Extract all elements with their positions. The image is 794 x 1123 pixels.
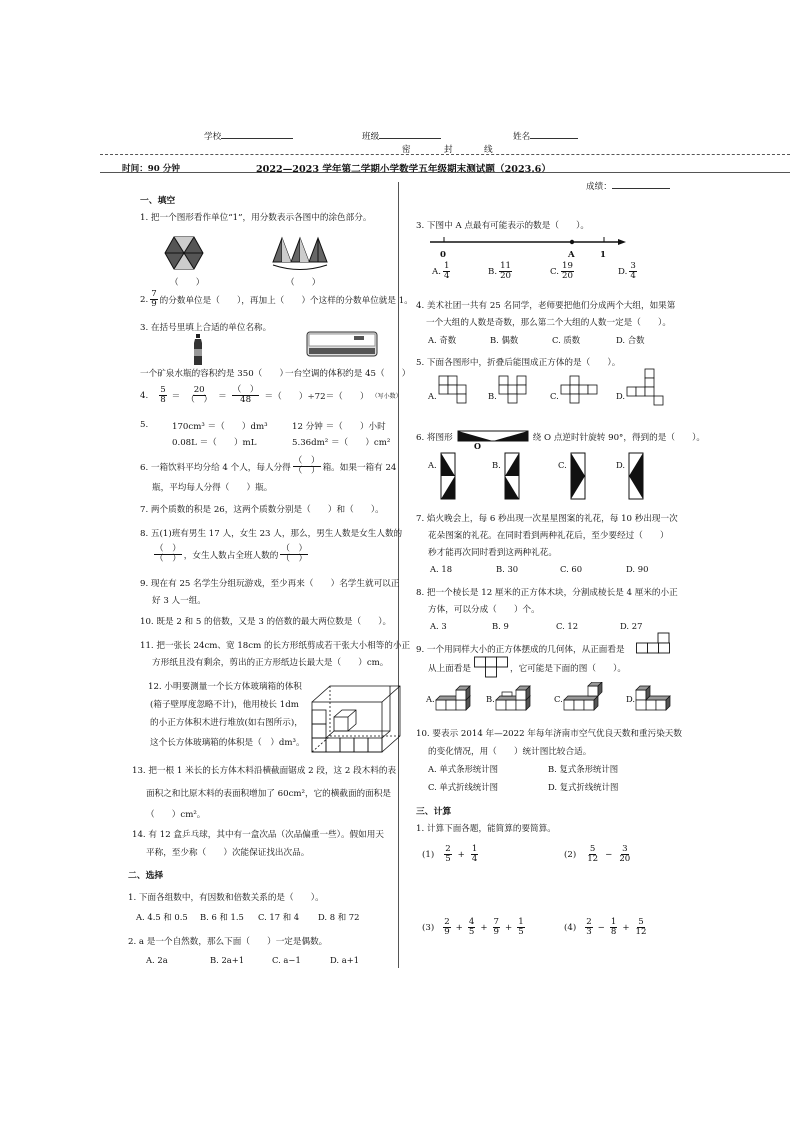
q3-a: 一个矿泉水瓶的容积约是 350（ ） (140, 369, 289, 379)
class-label: 班级 (362, 130, 441, 142)
q12-c: 的小正方体积木进行堆放(如右图所示)， (150, 718, 303, 728)
school-field[interactable] (221, 138, 293, 139)
q4: 4. $\frac{5}{8}$ ＝ $\frac{20}{( )}$ ＝ $\frac{( )}{48}$ ＝（ ）÷72＝（ ） （写小数） (140, 385, 402, 406)
rotation-point-o: O (474, 441, 481, 451)
score-label: 成绩： (586, 180, 670, 192)
q11-b: 方形纸且没有剩余，剪出的正方形纸边长最大是（ ）cm。 (152, 658, 389, 668)
calc-1: (1) $\frac{2}{5}$ + $\frac{1}{4}$ (422, 844, 478, 865)
r10-option-b[interactable]: B. 复式条形统计图 (548, 764, 619, 774)
q2: 2. $\frac{7}{9}$ 的分数单位是（ ），再加上（ ）个这样的分数单位就是 1。 (140, 289, 413, 310)
q5-number: 5. (140, 420, 149, 430)
q7: 7. 两个质数的积是 26，这两个质数分别是（ ）和（ ）。 (140, 505, 384, 515)
calc-4: (4) $\frac{2}{3}$ − $\frac{1}{8}$ + $\frac{5}{12}$ (564, 917, 647, 938)
r9-option-b-solid (494, 682, 536, 712)
hexagon-figure (164, 236, 204, 270)
c2: 2. a 是一个自然数，那么下面（ ）一定是偶数。 (128, 937, 328, 947)
r8-b: 方体，可以分成（ ）个。 (428, 605, 540, 615)
section-fill-in: 一、填空 (140, 196, 176, 206)
seal-line (100, 154, 790, 155)
q9: 9. 现在有 25 名学生分组玩游戏，至少再来（ ）名学生就可以正 (140, 579, 400, 589)
exam-time: 时间：90 分钟 (122, 164, 180, 174)
class-field[interactable] (379, 138, 441, 139)
q13: 13. 把一根 1 米长的长方体木料沿横截面锯成 2 段，这 2 段木料的表 (132, 766, 397, 776)
r3: 3. 下图中 A 点最有可能表示的数是（ ）。 (416, 221, 589, 231)
c1-option-d[interactable]: D. 8 和 72 (318, 912, 360, 922)
calc-3: (3) $\frac{2}{9}$ + $\frac{4}{5}$ + $\frac{7}{9}$ + $\frac{1}{5}$ (422, 917, 524, 938)
r6-label-b[interactable]: B. (492, 460, 501, 470)
c2-option-a[interactable]: A. 2a (146, 955, 168, 965)
r6-option-c-shape (570, 452, 586, 500)
r4-option-c[interactable]: C. 质数 (552, 335, 581, 345)
q14-b: 平称，至少称（ ）次能保证找出次品。 (146, 848, 310, 858)
r4-option-b[interactable]: B. 偶数 (490, 335, 519, 345)
r5-label-c[interactable]: C. (550, 391, 559, 401)
q5-c: 0.08L ＝（ ）mL (172, 438, 257, 448)
r4-option-d[interactable]: D. 合数 (616, 335, 645, 345)
air-conditioner-icon (306, 330, 378, 360)
r9: 9. 一个用同样大小的正方体摆成的几何体，从正面看是 (416, 645, 625, 655)
number-line (428, 234, 628, 260)
water-bottle-icon (192, 334, 204, 366)
r10-option-a[interactable]: A. 单式条形统计图 (428, 764, 498, 774)
r9-option-d-solid (634, 682, 676, 712)
number-line-zero: 0 (440, 250, 446, 260)
section-choice: 二、选择 (128, 871, 164, 881)
r6-option-d-shape (628, 452, 644, 500)
number-line-point-a: A (568, 250, 575, 260)
name-field[interactable] (530, 138, 578, 139)
q5-b: 12 分钟 ＝（ ）小时 (292, 422, 386, 432)
r5: 5. 下面各图形中，折叠后能围成正方体的是（ ）。 (416, 358, 621, 368)
r10-option-c[interactable]: C. 单式折线统计图 (428, 782, 499, 792)
q6: 6. 一箱饮料平均分给 4 个人，每人分得 $\frac{( )}{( )}$ 箱。如果一箱有 24 (140, 456, 397, 477)
q12: 12. 小明要测量一个长方体玻璃箱的体积 (148, 682, 302, 692)
r5-label-a[interactable]: A. (428, 391, 437, 401)
title-rule (100, 172, 790, 173)
r6: 6. 将图形 绕 O 点逆时针旋转 90°，得到的是（ ）。 (416, 430, 705, 444)
q14: 14. 有 12 盒乒乓球，其中有一盒次品（次品偏重一些）。假如用天 (132, 830, 384, 840)
cube-net-b (498, 375, 534, 411)
c2-option-d[interactable]: D. a+1 (330, 955, 360, 965)
r3-option-b[interactable]: B. $\frac{11}{20}$ (488, 261, 511, 282)
glass-box-figure (310, 684, 402, 754)
rotation-shape (457, 430, 529, 444)
r3-option-c[interactable]: C. $\frac{19}{20}$ (550, 261, 573, 282)
r7-option-c[interactable]: C. 60 (560, 564, 583, 574)
r9-option-a-solid (434, 682, 476, 712)
q5-a: 170cm³ ＝（ ）dm³ (172, 422, 268, 432)
r3-option-d[interactable]: D. $\frac{3}{4}$ (618, 261, 636, 282)
seal-mi: 密 (402, 145, 411, 155)
calc-2: (2) $\frac{5}{12}$ − $\frac{3}{20}$ (564, 844, 631, 865)
c2-option-b[interactable]: B. 2a+1 (210, 955, 245, 965)
q1-text: 1. 把一个图形看作单位“1”，用分数表示各图中的涂色部分。 (140, 213, 372, 223)
r7-c: 秒才能再次同时看到这两种礼花。 (428, 548, 557, 558)
seal-xian: 线 (484, 145, 493, 155)
r6-option-a-shape (440, 452, 456, 500)
r9-label-a[interactable]: A. (426, 694, 435, 704)
r7-b: 花朵图案的礼花。在同时看到两种礼花后，至少要经过（ ） (428, 531, 669, 541)
q13-c: （ ）cm²。 (146, 810, 206, 820)
r9-label-c[interactable]: C. (554, 694, 563, 704)
q13-b: 面积之和比原木料的表面积增加了 60cm²，它的横截面的面积是 (146, 789, 391, 799)
r9-label-b[interactable]: B. (486, 694, 495, 704)
q10: 10. 既是 2 和 5 的倍数，又是 3 的倍数的最大两位数是（ ）。 (140, 617, 392, 627)
cube-net-a (438, 375, 474, 411)
c1-option-b[interactable]: B. 6 和 1.5 (200, 912, 244, 922)
q12-d: 这个长方体玻璃箱的体积是（ ）dm³。 (150, 738, 305, 748)
cube-net-d (626, 368, 666, 410)
cube-net-c (560, 375, 600, 411)
triangles-figure (272, 236, 328, 272)
r6-label-a[interactable]: A. (428, 460, 437, 470)
r4-b: 一个大组的人数是奇数，那么第二个大组的人数一定是（ ）。 (426, 318, 671, 328)
r9-c: ，它可能是下面的图（ ）。 (510, 664, 627, 674)
r7-option-a[interactable]: A. 18 (430, 564, 453, 574)
r8-option-d[interactable]: D. 27 (620, 621, 643, 631)
r4-option-a[interactable]: A. 奇数 (428, 335, 457, 345)
q8: 8. 五(1)班有男生 17 人，女生 23 人，那么，男生人数是女生人数的 (140, 529, 403, 539)
r10-option-d[interactable]: D. 复式折线统计图 (548, 782, 619, 792)
r6-label-c[interactable]: C. (558, 460, 567, 470)
r10-b: 的变化情况，用（ ）统计图比较合适。 (428, 747, 592, 757)
r7: 7. 焰火晚会上，每 6 秒出现一次星星图案的礼花，每 10 秒出现一次 (416, 514, 678, 524)
k1: 1. 计算下面各题，能简算的要简算。 (416, 824, 556, 834)
r5-label-d[interactable]: D. (616, 391, 626, 401)
r9-b: 从上面看是 (428, 664, 471, 674)
q1-blank-b[interactable]: （ ） (286, 278, 321, 288)
q11: 11. 把一张长 24cm、宽 18cm 的长方形纸剪成若干张大小相等的小正 (140, 641, 411, 651)
r9-option-c-solid (562, 682, 604, 712)
c1-option-a[interactable]: A. 4.5 和 0.5 (136, 912, 188, 922)
r6-option-b-shape (504, 452, 520, 500)
r3-option-a[interactable]: A. $\frac{1}{4}$ (432, 261, 450, 282)
r9-label-d[interactable]: D. (626, 694, 636, 704)
name-label: 姓名 (513, 130, 578, 142)
r8: 8. 把一个棱长是 12 厘米的正方体木块，分割成棱长是 4 厘米的小正 (416, 588, 678, 598)
q3-text: 3. 在括号里填上合适的单位名称。 (140, 323, 272, 333)
number-line-one: 1 (600, 250, 606, 260)
c2-option-c[interactable]: C. a−1 (272, 955, 301, 965)
q6-b: 瓶，平均每人分得（ ）瓶。 (152, 483, 273, 493)
score-field[interactable] (612, 188, 670, 189)
q9-b: 好 3 人一组。 (152, 596, 206, 606)
section-calculation: 三、计算 (416, 807, 452, 817)
exam-title: 2022—2023 学年第二学期小学数学五年级期末测试题（2023.6） (256, 164, 551, 175)
school-label: 学校 (204, 130, 293, 142)
r8-option-b[interactable]: B. 9 (492, 621, 509, 631)
q12-b: (箱子壁厚度忽略不计)，他用棱长 1dm (150, 700, 299, 710)
top-view-figure (474, 656, 508, 678)
r7-option-d[interactable]: D. 90 (626, 564, 649, 574)
q5-d: 5.36dm² ＝（ ）cm² (292, 438, 391, 448)
seal-feng: 封 (444, 145, 453, 155)
r7-option-b[interactable]: B. 30 (496, 564, 519, 574)
r8-option-c[interactable]: C. 12 (556, 621, 579, 631)
q1-blank-a[interactable]: （ ） (170, 278, 205, 288)
q3-b: 一台空调的体积约是 45（ ） (285, 369, 411, 379)
c1-option-c[interactable]: C. 17 和 4 (258, 912, 300, 922)
r5-label-b[interactable]: B. (488, 391, 497, 401)
r10: 10. 要表示 2014 年—2022 年每年济南市空气优良天数和重污染天数 (416, 729, 682, 739)
r4: 4. 美术社团一共有 25 名同学，老师要把他们分成两个大组，如果第 (416, 301, 676, 311)
r8-option-a[interactable]: A. 3 (430, 621, 447, 631)
r6-label-d[interactable]: D. (616, 460, 626, 470)
front-view-figure (636, 632, 672, 654)
c1: 1. 下面各组数中，有因数和倍数关系的是（ ）。 (128, 893, 324, 903)
q8-b: $\frac{( )}{( )}$ ，女生人数占全班人数的 $\frac{( )}{( )}$ (155, 544, 308, 565)
